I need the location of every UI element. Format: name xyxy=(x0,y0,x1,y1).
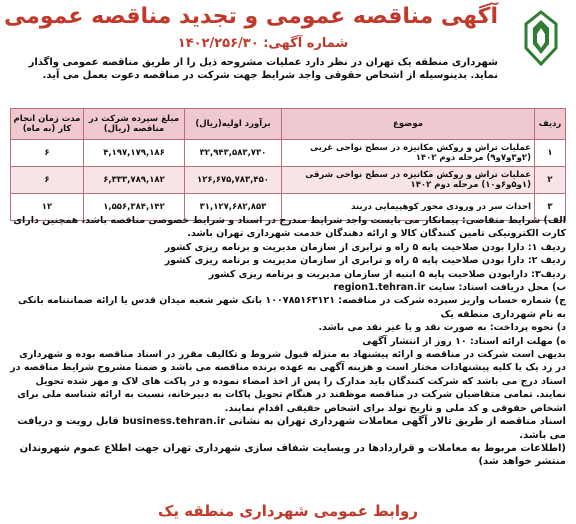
row-deposit: ۶,۳۳۳,۷۸۹,۱۸۲ xyxy=(84,167,185,194)
notice-body xyxy=(10,214,566,469)
col-header-duration: مدت زمان انجام کار (به ماه) xyxy=(11,109,84,140)
notice-title: آگهی مناقصه عمومی و تجدید مناقصه عمومی xyxy=(3,4,498,29)
condition-row2: ردیف ۲: دارا بودن صلاحیت پایه ۵ راه و ترابری از سازمان مدیریت و برنامه ریزی کشور xyxy=(164,255,566,267)
col-header-subject: موضوع xyxy=(282,109,535,140)
row-subject: عملیات تراش و روکش مکانیزه در سطح نواحی شرقی (۱و۵و۶و۱۰) مرحله دوم ۱۴۰۲ xyxy=(282,167,535,194)
row-no: ۲ xyxy=(535,167,566,194)
tehran-municipality-logo-icon xyxy=(516,8,566,68)
row-no: ۱ xyxy=(535,140,566,167)
row-duration: ۶ xyxy=(11,167,84,194)
table-header-row xyxy=(11,109,566,140)
col-header-estimate: برآورد اولیه(ریال) xyxy=(185,109,282,140)
row-deposit: ۱,۵۵۶,۳۸۴,۱۴۲ xyxy=(84,194,185,221)
business-portal-note: اسناد مناقصه از طریق تالار آگهی معاملات شهرداری تهران به نشانی business.tehran.ir قابل رویت و دریافت می باشد. xyxy=(17,416,566,441)
row-estimate: ۳۱,۱۲۷,۶۸۲,۸۵۳ xyxy=(185,194,282,221)
condition-applicant: الف) شرایط متقاضی: پیمانکار می بایست واجد شرایط مندرج در اسناد و شرایط خصوصی مناقصه باشد، همچنین دارای کارت الکترونیکی تامین کنندگان کالا و ارائه دهندگان خدمت شهرداری تهران باشد. xyxy=(13,215,566,240)
row-estimate: ۳۲,۹۴۳,۵۸۳,۷۳۰ xyxy=(185,140,282,167)
payment-method: د) نحوه پرداخت: به صورت نقد و یا غیر نقد می باشد. xyxy=(318,322,566,334)
row-estimate: ۱۲۶,۶۷۵,۷۸۳,۴۵۰ xyxy=(185,167,282,194)
row-subject: احداث سر در ورودی محور کوهپیمایی دربند xyxy=(282,194,535,221)
notice-number: شماره آگهی: ۱۴۰۲/۲۵۶/۳۰ xyxy=(177,36,349,51)
col-header-deposit: مبلغ سپرده شرکت در مناقصه (ریال) xyxy=(84,109,185,140)
row-subject: عملیات تراش و روکش مکانیزه در سطح نواحی غربی (۲و۳و۷و۹) مرحله دوم ۱۴۰۲ xyxy=(282,140,535,167)
documents-location: ب) محل دریافت اسناد: سایت region1.tehran.ir xyxy=(333,282,566,294)
col-header-no: ردیف xyxy=(535,109,566,140)
table-row xyxy=(11,167,566,194)
deposit-account: ج) شماره حساب واریز سپرده شرکت در مناقصه: ۱۰۰۷۸۵۱۶۳۱۲۱ بانک شهر شعبه میدان قدس یا ارائه ضمانتنامه بانکی به نام شهرداری منطقه یک xyxy=(17,295,566,320)
row-duration: ۶ xyxy=(11,140,84,167)
condition-row1: ردیف ۱: دارا بودن صلاحیت پایه ۵ راه و ترابری از سازمان مدیریت و برنامه ریزی کشور xyxy=(164,241,566,253)
notice-header xyxy=(3,4,568,81)
row-no: ۳ xyxy=(535,194,566,221)
signature: روابط عمومی شهرداری منطقه یک xyxy=(158,502,418,520)
table-row xyxy=(11,140,566,167)
row-duration: ۱۲ xyxy=(11,194,84,221)
row-deposit: ۴,۱۹۷,۱۷۹,۱۸۶ xyxy=(84,140,185,167)
terms-paragraph: بدیهی است شرکت در مناقصه و ارائه پیشنهاد به منزله قبول شروط و تکالیف مقرر در اسناد مناقصه بوده و شهرداری در رد یک یا کلیه پیشنهادات مختار است و هزینه آگهی به عهده برنده مناقصه می باشد و ضمنا مشروح شرایط مناقصه در اسناد درج می باشد که شرکت کنندگان باید مدارک را پس از اخذ امضاء نموده و در پاکت های لاک و مهر شده تحویل نمایند. تمامی متقاضیان شرکت در مناقصه موظفند در هنگام تحویل پاکات به دبیرخانه، نسبت به ارائه شناسه ملی برای اشخاص حقوقی و کد ملی و تاریخ تولد برای اشخاص حقیقی اقدام نمایند. xyxy=(10,349,566,414)
submission-deadline: ه) مهلت ارائه اسناد: ۱۰ روز از انتشار آگهی xyxy=(362,335,566,347)
tender-table xyxy=(10,108,566,221)
transparency-note: (اطلاعات مربوط به معاملات و قراردادها در وبسایت شفاف سازی شهرداری تهران جهت اطلاع عموم شهروندان منتشر خواهد شد) xyxy=(19,442,566,468)
condition-row3: ردیف۳: دارابودن صلاحیت پایه ۵ ابنیه از سازمان مدیریت و برنامه ریزی کشور xyxy=(208,268,566,280)
notice-intro: شهرداری منطقه یک تهران در نظر دارد عملیات مشروحه ذیل را از طریق مناقصه عمومی واگذار نماید. بدینوسیله از اشخاص حقوقی واجد شرایط جهت شرکت در مناقصه دعوت بعمل می آید. xyxy=(28,57,498,81)
